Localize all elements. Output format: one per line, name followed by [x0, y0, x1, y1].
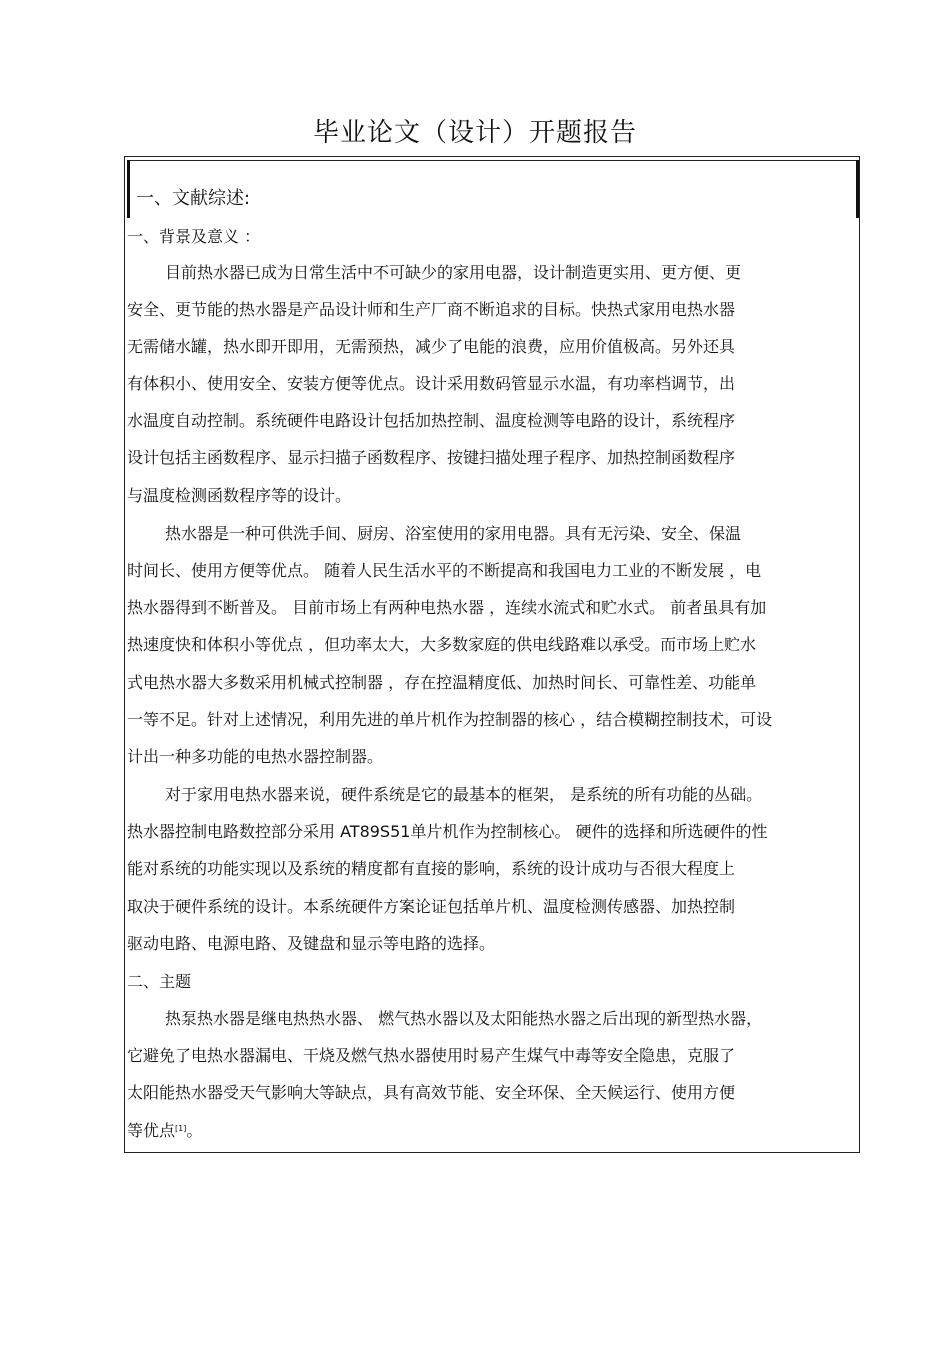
- header-cell-border-right: [856, 160, 859, 218]
- paragraph-line: 式电热水器大多数采用机械式控制器 ，存在控温精度低、加热时间长、可靠性差、功能单: [127, 673, 757, 692]
- paragraph-line: 设计包括主函数程序、显示扫描子函数程序、按键扫描处理子程序、加热控制函数程序: [127, 448, 736, 467]
- paragraph-line: 热泵热水器是继电热热水器、 燃气热水器以及太阳能热水器之后出现的新型热水器，: [165, 1009, 763, 1028]
- paragraph-line: 与温度检测函数程序等的设计。: [127, 486, 352, 505]
- paragraph-line: 驱动电路、电源电路、及键盘和显示等电路的选择。: [127, 934, 496, 953]
- paragraph-line: 有体积小、使用安全、安装方便等优点。设计采用数码管显示水温，有功率档调节，出: [127, 374, 736, 393]
- paragraph-line: 安全、更节能的热水器是产品设计师和生产厂商不断追求的目标。快热式家用电热水器: [127, 300, 736, 319]
- page-title: 毕业论文（设计）开题报告: [312, 118, 637, 148]
- paragraph-line: 目前热水器已成为日常生活中不可缺少的家用电器，设计制造更实用、更方便、更: [165, 263, 742, 282]
- table-border-top: [124, 156, 860, 157]
- subheading-topic: 二、主题: [127, 972, 192, 991]
- paragraph-line: 取决于硬件系统的设计。本系统硬件方案论证包括单片机、温度检测传感器、加热控制: [127, 897, 736, 916]
- paragraph-line-last: [127, 1121, 202, 1141]
- section-heading: 一、文献综述:: [136, 188, 251, 209]
- paragraph-line: 水温度自动控制。系统硬件电路设计包括加热控制、温度检测等电路的设计，系统程序: [127, 411, 736, 430]
- paragraph-line: 热水器是一种可供洗手间、厨房、浴室使用的家用电器。具有无污染、安全、保温: [165, 524, 742, 543]
- paragraph-line: 时间长、使用方便等优点。 随着人民生活水平的不断提高和我国电力工业的不断发展 ，电: [127, 561, 762, 580]
- table-border-bottom: [124, 1152, 860, 1153]
- paragraph-line: 它避免了电热水器漏电、干烧及燃气热水器使用时易产生煤气中毒等安全隐患，克服了: [127, 1046, 736, 1065]
- paragraph-line: 计出一种多功能的电热水器控制器。: [127, 747, 384, 766]
- paragraph-line: 能对系统的功能实现以及系统的精度都有直接的影响，系统的设计成功与否很大程度上: [127, 859, 736, 878]
- paragraph-line: 一等不足。针对上述情况，利用先进的单片机作为控制器的核心 ，结合模糊控制技术，可设: [127, 710, 773, 729]
- table-border-left: [124, 156, 125, 1153]
- paragraph-line: 热速度快和体积小等优点 ，但功率太大，大多数家庭的供电线路难以承受。而市场上贮水: [127, 635, 757, 654]
- paragraph-line: 无需储水罐，热水即开即用，无需预热，减少了电能的浪费，应用价值极高。另外还具: [127, 337, 736, 356]
- table-border-top-inner: [127, 160, 858, 161]
- table-border-right: [859, 156, 860, 1153]
- citation-ref: [1]: [175, 1124, 187, 1133]
- paragraph-line: 对于家用电热水器来说，硬件系统是它的最基本的框架， 是系统的所有功能的丛础。: [165, 785, 763, 804]
- paragraph-line: 太阳能热水器受天气影响大等缺点，具有高效节能、安全环保、全天候运行、使用方便: [127, 1083, 736, 1102]
- paragraph-text: 等优点: [127, 1121, 176, 1140]
- subheading-background: 一、背景及意义 ：: [127, 227, 261, 246]
- paragraph-line: 热水器得到不断普及。 目前市场上有两种电热水器 ，连续水流式和贮水式。 前者虽具有加: [127, 598, 767, 617]
- paragraph-line: 热水器控制电路数控部分采用 AT89S51单片机作为控制核心。 硬件的选择和所选硬件的性: [127, 822, 768, 841]
- end-punctuation: 。: [186, 1121, 203, 1140]
- header-cell-border-left: [127, 160, 130, 218]
